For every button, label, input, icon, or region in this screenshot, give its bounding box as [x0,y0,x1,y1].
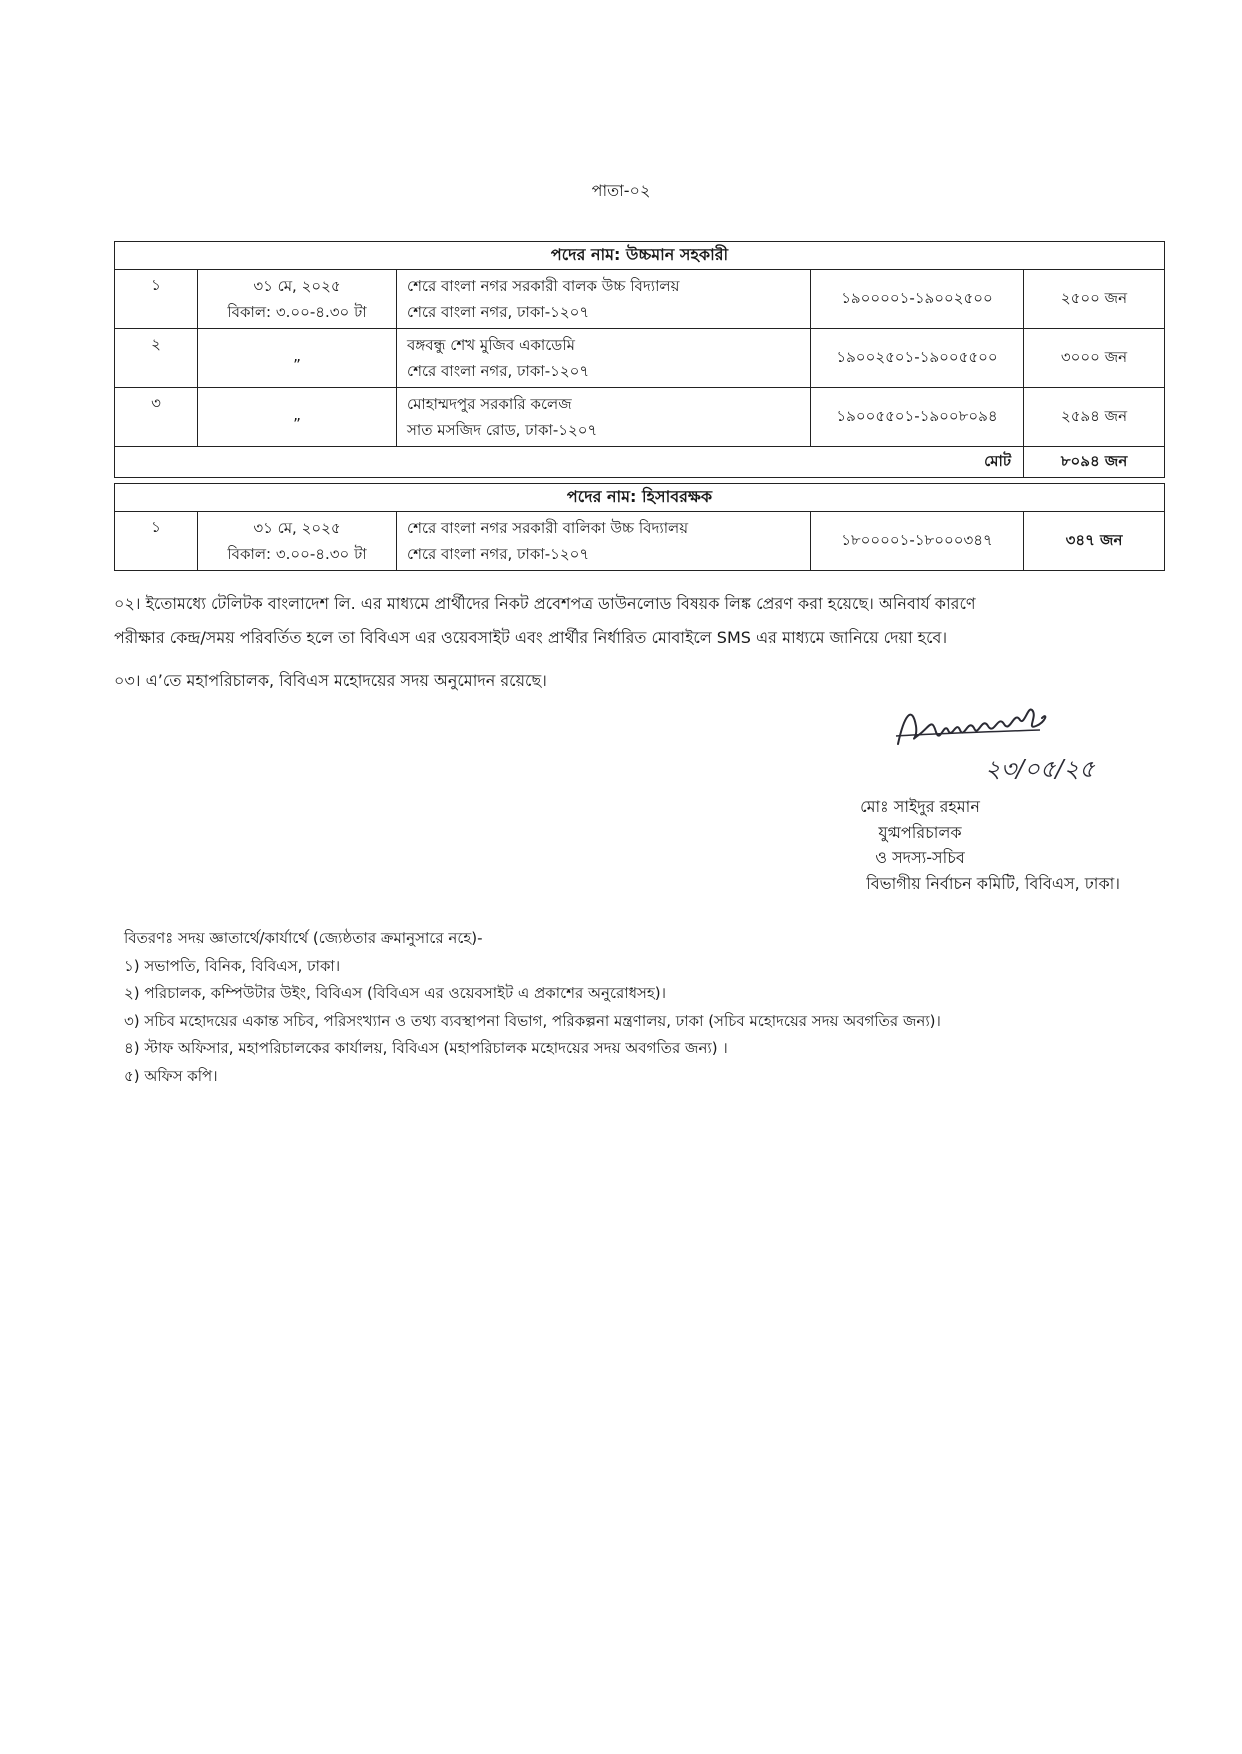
distribution-item: ২) পরিচালক, কম্পিউটার উইং, বিবিএস (বিবিএস এর ওয়েবসাইট এ প্রকাশের অনুরোধসহ)। [124,984,667,1002]
total-label: মোট [115,447,1024,478]
exam-date-time [198,512,397,571]
table-row [115,270,1165,329]
table-row [115,329,1165,388]
center-name: বঙ্গবন্ধু শেখ মুজিব একাডেমি [407,336,575,354]
handwritten-date: ২৩/০৫/২৫ [985,755,1095,783]
center-address: শেরে বাংলা নগর, ঢাকা-১২০৭ [407,303,590,321]
exam-center [397,270,811,329]
total-row [115,447,1165,478]
post-title: পদের নাম: উচ্চমান সহকারী [115,242,1165,270]
serial-number: ৩ [115,388,198,447]
roll-range: ১৯০০০০১-১৯০০২৫০০ [811,270,1024,329]
exam-table-senior-assistant [114,241,1165,478]
distribution-item: ৫) অফিস কপি। [124,1066,218,1085]
ditto-mark: ” [293,356,301,374]
candidate-count: ৩৪৭ জন [1024,512,1165,571]
distribution-list [124,925,1164,1090]
paragraph-03: ০৩। এ’তে মহাপরিচালক, বিবিএস মহোদয়ের সদয় অনুমোদন রয়েছে। [114,671,547,690]
distribution-item: ৪) স্টাফ অফিসার, মহাপরিচালকের কার্যালয়, বিবিএস (মহাপরিচালক মহোদয়ের সদয় অবগতির জন্য) । [124,1039,728,1057]
handwritten-signature [890,696,1110,756]
exam-date-time [198,270,397,329]
table-row [115,388,1165,447]
exam-date-time [198,388,397,447]
paragraph-02-line-1: ০২। ইতোমধ্যে টেলিটক বাংলাদেশ লি. এর মাধ্যমে প্রার্থীদের নিকট প্রবেশপত্র ডাউনলোড বিষয়ক লিঙ্ক প্রেরণ করা হয়েছে। অনিবার্য কারণে [114,594,976,613]
exam-date: ৩১ মে, ২০২৫ [253,519,341,537]
serial-number: ১ [115,512,198,571]
exam-date: ৩১ মে, ২০২৫ [253,277,341,295]
page-number: পাতা-০২ [591,181,651,200]
candidate-count: ৩০০০ জন [1024,329,1165,388]
paragraph-02-line-2: পরীক্ষার কেন্দ্র/সময় পরিবর্তিত হলে তা বিবিএস এর ওয়েবসাইট এবং প্রার্থীর নির্ধারিত মোবাইলে SMS এর মাধ্যমে জানিয়ে দেয়া হবে। [114,628,948,647]
center-address: শেরে বাংলা নগর, ঢাকা-১২০৭ [407,545,590,563]
center-name: শেরে বাংলা নগর সরকারী বালিকা উচ্চ বিদ্যালয় [407,519,689,537]
exam-time: বিকাল: ৩.০০-৪.৩০ টা [227,303,367,321]
candidate-count: ২৫০০ জন [1024,270,1165,329]
exam-time: বিকাল: ৩.০০-৪.৩০ টা [227,545,367,563]
roll-range: ১৯০০৫৫০১-১৯০০৮০৯৪ [811,388,1024,447]
serial-number: ২ [115,329,198,388]
distribution-item: ১) সভাপতি, বিনিক, বিবিএস, ঢাকা। [124,956,341,975]
serial-number: ১ [115,270,198,329]
signatory-office: বিভাগীয় নির্বাচন কমিটি, বিবিএস, ঢাকা। [866,873,1120,893]
exam-center [397,512,811,571]
exam-center [397,388,811,447]
signatory-designation: যুগ্মপরিচালক [878,822,962,842]
distribution-heading: বিতরণঃ সদয় জ্ঞাতার্থে/কার্যার্থে (জ্যেষ্ঠতার ক্রমানুসারে নহে)- [124,929,483,947]
candidate-count: ২৫৯৪ জন [1024,388,1165,447]
center-address: শেরে বাংলা নগর, ঢাকা-১২০৭ [407,362,590,380]
center-address: সাত মসজিদ রোড, ঢাকা-১২০৭ [407,421,598,439]
ditto-mark: ” [293,415,301,433]
paragraph-02 [114,587,1165,655]
distribution-item: ৩) সচিব মহোদয়ের একান্ত সচিব, পরিসংখ্যান ও তথ্য ব্যবস্থাপনা বিভাগ, পরিকল্পনা মন্ত্রণালয়, ঢাকা (সচিব মহোদয়ের সদয় অবগতির জন্য)। [124,1011,941,1030]
center-name: মোহাম্মদপুর সরকারি কলেজ [407,395,572,413]
exam-table-accountant [114,483,1165,571]
signatory-role: ও সদস্য-সচিব [875,848,965,867]
exam-center [397,329,811,388]
roll-range: ১৮০০০০১-১৮০০০৩৪৭ [811,512,1024,571]
post-title: পদের নাম: হিসাবরক্ষক [115,484,1165,512]
roll-range: ১৯০০২৫০১-১৯০০৫৫০০ [811,329,1024,388]
center-name: শেরে বাংলা নগর সরকারী বালক উচ্চ বিদ্যালয় [407,277,680,295]
exam-date-time [198,329,397,388]
signatory-name: মোঃ সাইদুর রহমান [860,797,980,816]
signatory-details [720,794,1120,896]
table-row [115,512,1165,571]
total-value: ৮০৯৪ জন [1024,447,1165,478]
